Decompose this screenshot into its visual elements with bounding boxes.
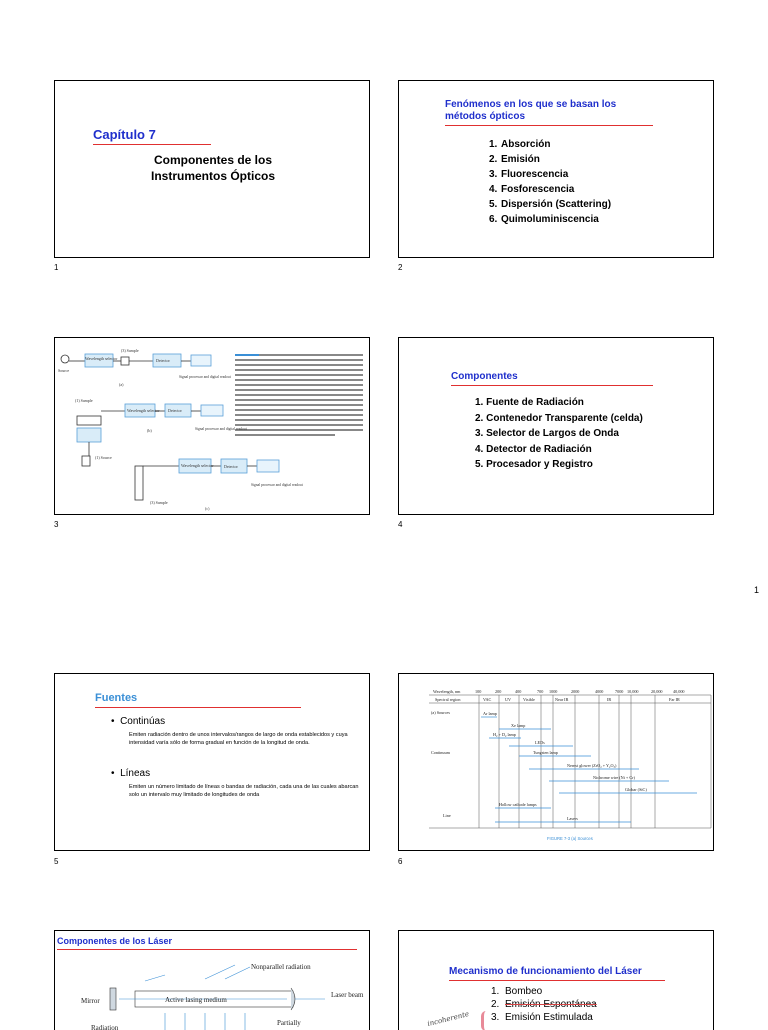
chapter-title: Capítulo 7 [93, 127, 156, 142]
list-item: 1. Bombeo [491, 986, 543, 997]
source-leds: LEDs [535, 740, 545, 745]
label-signal-processor-a: Signal processor and digital readout [179, 375, 231, 379]
wl-tick: 400 [515, 689, 522, 694]
region-ir: IR [607, 697, 612, 702]
label-radiation: Radiation [91, 1024, 119, 1030]
heading-underline [451, 385, 653, 386]
bullet-body: Emiten un número limitado de líneas o bandas de radiación, cada una de las cuales abarcan solo un intervalo muy limitado de longitudes de onda [129, 784, 359, 798]
label-partially: Partially [277, 1019, 301, 1027]
label-laser: Laser beam [331, 991, 364, 999]
region-near-ir: Near IR [555, 697, 569, 702]
label-c: (c) [205, 506, 210, 511]
label-sample: (3) Sample [121, 348, 139, 353]
source-hollow-cathode: Hollow cathode lamps [499, 802, 537, 807]
label-three-sample: (3) Sample [150, 500, 168, 505]
source-h2d2: H₂ + D₂ lamp [493, 732, 516, 737]
region-vac: VAC [483, 697, 492, 702]
label-detector-c: Detector [224, 464, 238, 469]
list-item: 1. Absorción [489, 139, 551, 150]
bullet-icon: • [111, 716, 121, 727]
list-item: 5. Procesador y Registro [475, 459, 593, 470]
label-signal-processor-b: Signal processor and digital readout [195, 427, 247, 431]
list-item: 5. Dispersión (Scattering) [489, 199, 612, 210]
slide-8 [398, 930, 714, 1030]
slide-number: 1 [54, 263, 59, 272]
slide-heading: Componentes [451, 371, 518, 382]
slide-heading-line-2: métodos ópticos [445, 111, 526, 122]
region-uv: UV [505, 697, 512, 702]
heading-underline [95, 707, 301, 708]
list-item: 2. Emisión Espontánea [491, 999, 597, 1010]
source-xe: Xe lamp [511, 723, 526, 728]
label-detector-a: Detector [156, 358, 170, 363]
source-globar: Globar (SiC) [625, 787, 647, 792]
bullet-body: Emiten radiación dentro de unos intervalos/rangos de largo de onda establecidos y cuya intensidad varía sólo de forma gradual en función de la longitud de onda. [129, 732, 348, 746]
label-nonparallel: Nonparallel radiation [251, 963, 311, 971]
wl-tick: 100 [475, 689, 482, 694]
slide-heading-line-1: Fenómenos en los que se basan los [445, 99, 617, 110]
list-item: 6. Quimoluminiscencia [489, 214, 599, 225]
list-item: 2. Contenedor Transparente (celda) [475, 412, 643, 424]
slide-4 [398, 337, 714, 515]
components-list [475, 395, 643, 473]
region-far-ir: Far IR [669, 697, 680, 702]
source-tungsten: Tungsten lamp [533, 750, 558, 755]
label-wavelength-selector-c: Wavelength selector [181, 463, 214, 468]
source-nichrome: Nichrome wire (Ni + Cr) [593, 775, 635, 780]
label-one-source: (1) Source [95, 455, 112, 460]
slide-title-line-1: Componentes de los [153, 153, 272, 167]
heading-underline [445, 125, 653, 126]
slide-5 [54, 673, 370, 851]
bullet-icon: • [111, 768, 121, 779]
slide-2 [398, 80, 714, 258]
list-item: 3. Selector de Largos de Onda [475, 428, 619, 439]
slide-number: 5 [54, 857, 59, 866]
region-visible: Visible [523, 697, 535, 702]
phenomena-list [489, 137, 611, 227]
continuum-label: Continuum [431, 750, 450, 755]
mechanism-list [491, 985, 597, 1024]
list-item: 3. Fluorescencia [489, 169, 569, 180]
title-underline [93, 144, 211, 145]
slide-number: 3 [54, 520, 59, 529]
list-item: 2. Emisión [489, 154, 540, 165]
slide-heading: Fuentes [95, 692, 138, 704]
slide-number: 6 [398, 857, 403, 866]
handwritten-bracket [481, 1011, 491, 1030]
wl-tick: 40,000 [673, 689, 685, 694]
list-item: 3. Emisión Estimulada [491, 1012, 593, 1023]
laser-diagram [55, 931, 370, 1030]
wl-tick: 20,000 [651, 689, 663, 694]
slide-3 [54, 337, 370, 515]
handwritten-note: incoherente [426, 1009, 470, 1029]
label-source: Source [58, 368, 70, 373]
slide-6 [398, 673, 714, 851]
slide-number: 2 [398, 263, 403, 272]
list-item: 4. Detector de Radiación [475, 443, 592, 455]
wl-tick: 200 [495, 689, 502, 694]
figure-caption: FIGURE 7-3 (a) Sources [547, 836, 593, 841]
wl-tick: 7000 [615, 689, 624, 694]
slide-1 [54, 80, 370, 258]
source-ar: Ar lamp [483, 711, 497, 716]
label-detector-b: Detector [168, 408, 182, 413]
page-side-number: 1 [754, 585, 760, 595]
slide-title-line-2: Instrumentos Ópticos [150, 169, 275, 183]
wl-tick: 1000 [549, 689, 558, 694]
sources-row-label: (a) Sources [431, 710, 450, 715]
spectral-region-label: Spectral region [435, 697, 461, 702]
source-nernst: Nernst glower (ZrO₂ + Y₂O₃) [567, 763, 617, 768]
label-one-sample: (1) Sample [75, 398, 93, 403]
wl-tick: 700 [537, 689, 544, 694]
slide-heading: Mecanismo de funcionamiento del Láser [449, 966, 642, 977]
label-wavelength-selector-b: Wavelength selector [127, 408, 160, 413]
label-mirror: Mirror [81, 997, 100, 1005]
sources-spectral-table [399, 674, 714, 851]
label-signal-processor-c: Signal processor and digital readout [251, 483, 303, 487]
instrument-configuration-diagram [55, 338, 370, 515]
label-wavelength-selector-a: Wavelength selector [85, 356, 118, 361]
heading-underline [449, 980, 665, 981]
slide-7 [54, 930, 370, 1030]
list-item: 1. Fuente de Radiación [475, 397, 584, 408]
source-lasers: Lasers [567, 816, 578, 821]
bullet-heading: • Continúas [111, 716, 166, 727]
slide-number: 4 [398, 520, 403, 529]
label-b: (b) [147, 428, 152, 433]
bullet-heading: • Líneas [111, 768, 151, 779]
label-medium: Active lasing medium [165, 996, 227, 1004]
line-label: Line [443, 813, 451, 818]
label-a: (a) [119, 382, 124, 387]
list-item: 4. Fosforescencia [489, 184, 575, 195]
wl-tick: 2000 [571, 689, 580, 694]
wl-tick: 10,000 [627, 689, 639, 694]
slide-heading: Componentes de los Láser [57, 936, 173, 946]
wavelength-header: Wavelength, nm [433, 689, 461, 694]
wl-tick: 4000 [595, 689, 604, 694]
